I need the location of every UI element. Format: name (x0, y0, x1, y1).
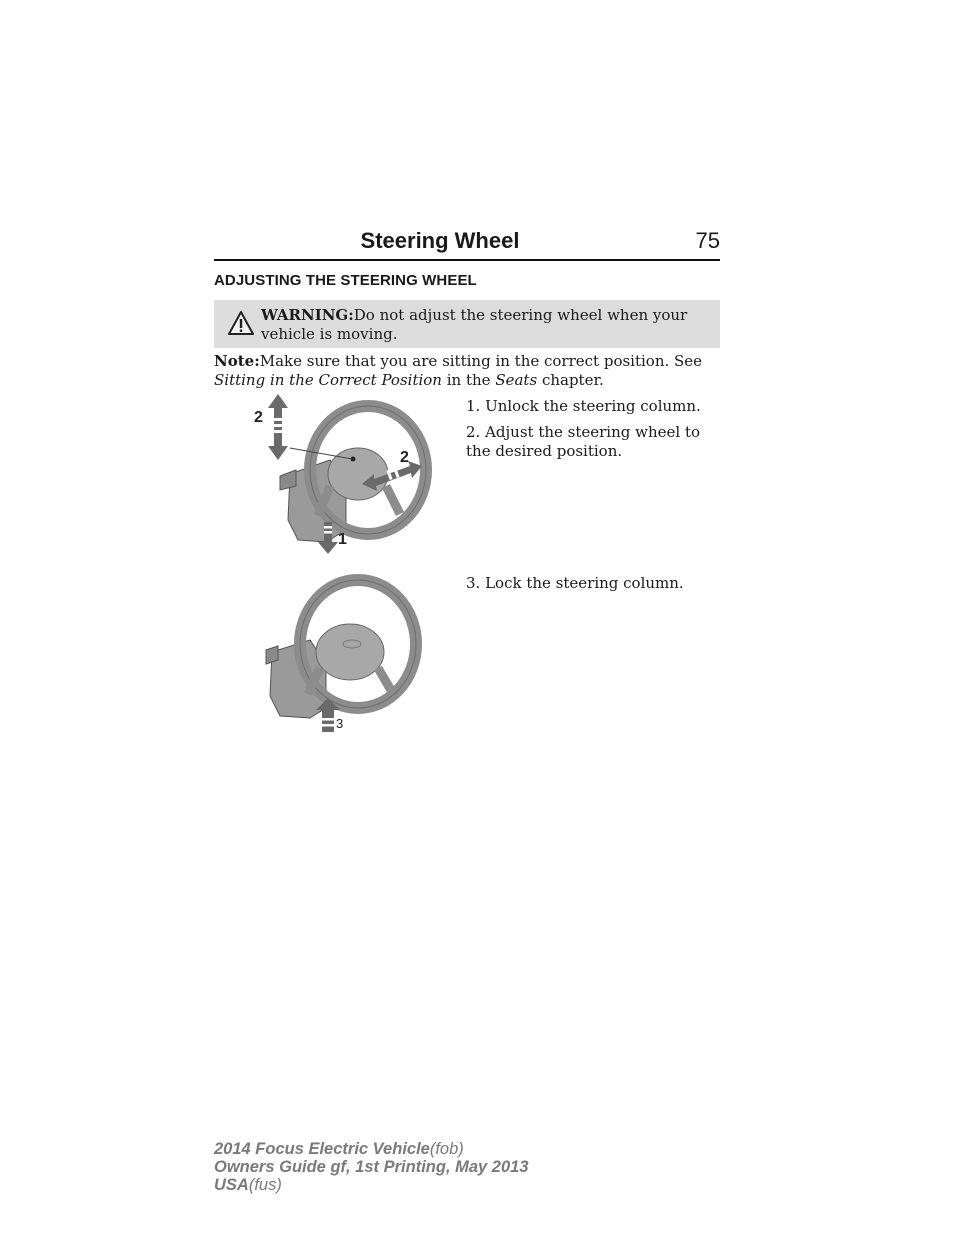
footer-vehicle-code: (fob) (429, 1140, 464, 1158)
note-link-sitting-position[interactable]: Sitting in the Correct Position (214, 371, 442, 389)
note-text-after: chapter. (541, 371, 604, 389)
step-3: 3. Lock the steering column. (466, 574, 684, 592)
step-2: 2. Adjust the steering wheel to the desired position. (466, 423, 701, 460)
page-footer (214, 1140, 529, 1194)
figure2-label-lock: 3 (336, 716, 344, 731)
warning-triangle-icon (227, 310, 255, 336)
note-text-before: Make sure that you are sitting in the correct position. See (259, 352, 703, 370)
page-header-title: Steering Wheel (360, 228, 520, 253)
header-divider (214, 259, 720, 261)
footer-vehicle: 2014 Focus Electric Vehicle (214, 1140, 430, 1158)
warning-label: WARNING: (261, 306, 354, 324)
note-paragraph (214, 352, 720, 390)
section-heading: ADJUSTING THE STEERING WHEEL (214, 272, 477, 289)
figure1-label-in-out: 2 (400, 449, 409, 466)
warning-box (214, 300, 720, 348)
note-label: Note: (214, 352, 260, 370)
footer-line-2 (214, 1158, 529, 1176)
footer-printing: Owners Guide gf, 1st Printing, May 2013 (214, 1158, 529, 1176)
step-1: 1. Unlock the steering column. (466, 397, 701, 415)
warning-body: Do not adjust the steering wheel when your vehicle is moving. (261, 306, 688, 343)
footer-market: USA (214, 1176, 249, 1194)
figure1-label-up-down: 2 (254, 409, 263, 426)
warning-text (261, 306, 711, 344)
page-number: 75 (695, 228, 720, 253)
steering-wheel-lock-illustration (250, 568, 450, 740)
footer-line-3 (214, 1176, 529, 1194)
note-text-mid: in the (446, 371, 491, 389)
note-link-seats[interactable]: Seats (495, 371, 538, 389)
footer-market-code: (fus) (248, 1176, 282, 1194)
footer-line-1 (214, 1140, 529, 1158)
figure1-label-release: 1 (338, 531, 347, 548)
steering-wheel-adjust-illustration (250, 390, 450, 562)
